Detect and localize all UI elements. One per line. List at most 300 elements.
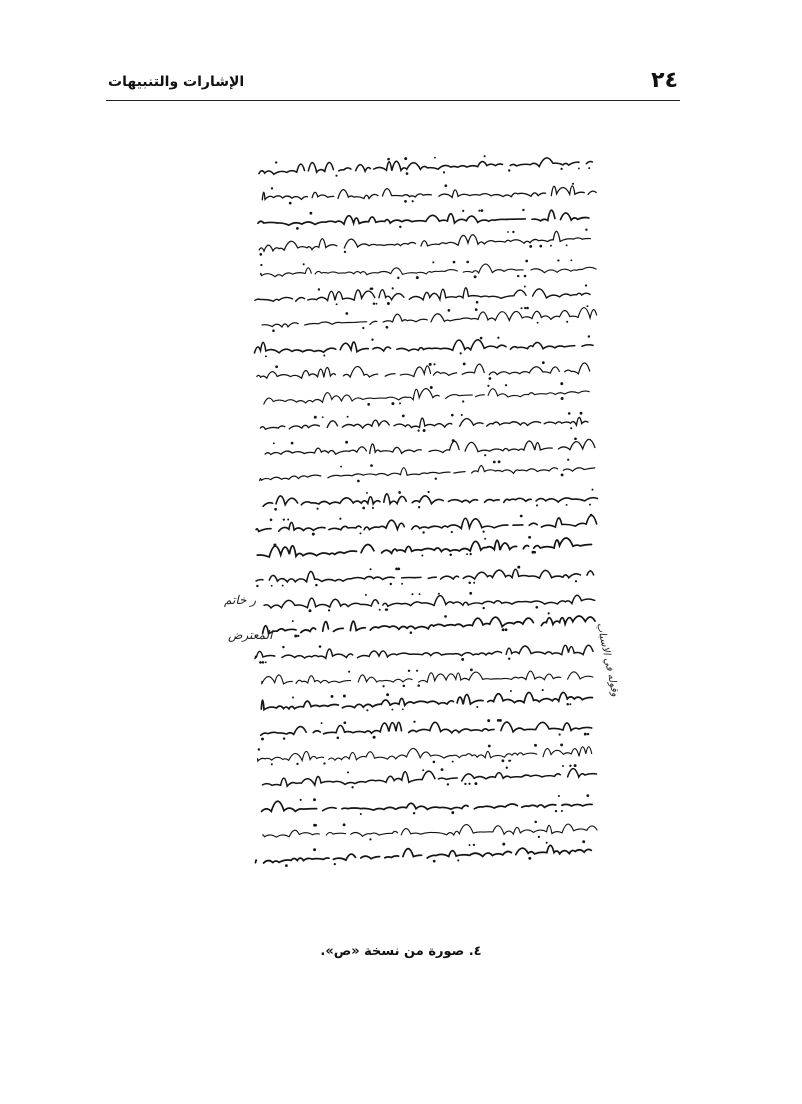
manuscript-dot: [524, 286, 526, 288]
manuscript-dot: [584, 733, 587, 736]
manuscript-dot: [524, 307, 526, 309]
manuscript-dot: [291, 442, 294, 445]
manuscript-dot: [365, 594, 367, 596]
manuscript-dot: [343, 823, 346, 826]
manuscript-dot: [572, 183, 574, 185]
manuscript-line: [260, 417, 588, 429]
manuscript-dot: [300, 799, 302, 801]
manuscript-dot: [385, 608, 388, 611]
manuscript-dot: [570, 259, 572, 261]
manuscript-dot: [416, 670, 418, 672]
manuscript-dot: [435, 478, 437, 480]
manuscript-dot: [590, 514, 593, 517]
manuscript-dot: [532, 551, 535, 554]
manuscript-dot: [371, 339, 373, 341]
manuscript-dot: [416, 276, 419, 279]
figure-caption: ٤. صورة من نسخة «ص».: [320, 944, 482, 959]
manuscript-dot: [412, 200, 414, 202]
manuscript-dot: [558, 795, 560, 797]
manuscript-dot: [517, 275, 519, 277]
manuscript-dot: [345, 312, 348, 315]
page-number: ٢٤: [651, 68, 678, 93]
manuscript-dot: [575, 580, 577, 582]
manuscript-dot: [398, 491, 401, 494]
manuscript-dot: [586, 305, 588, 307]
manuscript-dot: [259, 661, 262, 664]
manuscript-dot: [315, 584, 318, 587]
manuscript-dot: [481, 209, 484, 212]
manuscript-dot: [469, 844, 471, 846]
manuscript-dot: [265, 355, 267, 357]
manuscript-line: [257, 595, 594, 608]
manuscript-dot: [568, 412, 571, 415]
manuscript-dot: [558, 733, 560, 735]
manuscript-dot: [261, 738, 264, 741]
manuscript-dot: [555, 810, 557, 812]
manuscript-dot: [404, 200, 407, 203]
manuscript-dot: [542, 689, 544, 691]
manuscript-line: [258, 210, 589, 225]
manuscript-dot: [560, 382, 563, 385]
manuscript-dot: [560, 168, 562, 170]
manuscript-dot: [271, 187, 273, 189]
manuscript-dot: [433, 761, 436, 764]
manuscript-dot: [344, 251, 346, 253]
manuscript-line: [255, 340, 594, 353]
manuscript-dot: [258, 748, 260, 750]
manuscript-dot: [488, 745, 491, 748]
manuscript-dot: [482, 530, 484, 532]
manuscript-dot: [561, 397, 564, 400]
manuscript-line: [256, 264, 596, 277]
manuscript-line: [251, 845, 591, 863]
manuscript-dot: [336, 303, 338, 305]
manuscript-dot: [497, 337, 499, 339]
manuscript-dot: [410, 631, 413, 634]
manuscript-dot: [373, 736, 376, 739]
manuscript-dot: [451, 531, 453, 533]
manuscript-dot: [351, 786, 353, 788]
manuscript-dot: [585, 284, 587, 286]
manuscript-dot: [386, 326, 389, 329]
manuscript-dot: [464, 783, 466, 785]
manuscript-handwriting: [222, 150, 614, 900]
manuscript-dot: [528, 536, 531, 539]
manuscript-dot: [265, 661, 267, 663]
manuscript-dot: [522, 209, 524, 211]
manuscript-line: [259, 439, 595, 454]
manuscript-dot: [502, 628, 505, 631]
manuscript-dot: [314, 416, 317, 419]
manuscript-dot: [287, 519, 289, 521]
manuscript-dot: [370, 568, 372, 570]
manuscript-dot: [466, 261, 469, 264]
manuscript-dot: [422, 769, 424, 771]
manuscript-dot: [367, 403, 370, 406]
manuscript-dot: [390, 583, 392, 585]
running-title: الإشارات والتنبيهات: [108, 74, 245, 90]
manuscript-dot: [422, 531, 424, 533]
manuscript-dot: [452, 439, 455, 442]
manuscript-dot: [273, 544, 276, 547]
manuscript-dot: [418, 506, 420, 508]
manuscript-dot: [421, 555, 423, 557]
manuscript-dot: [567, 459, 569, 461]
manuscript-line: [259, 231, 590, 251]
manuscript-dot: [592, 489, 594, 491]
manuscript-dot: [470, 553, 472, 555]
manuscript-dot: [362, 327, 364, 329]
manuscript-dot: [505, 628, 508, 631]
manuscript-dot: [334, 863, 336, 865]
manuscript-dot: [508, 657, 510, 659]
page-header: [108, 66, 678, 98]
manuscript-dot: [574, 764, 577, 767]
manuscript-dot: [499, 719, 502, 722]
manuscript-dot: [570, 427, 572, 429]
manuscript-dot: [578, 167, 580, 169]
manuscript-line: [257, 186, 596, 200]
manuscript-dot: [408, 670, 410, 672]
manuscript-dot: [413, 812, 415, 814]
manuscript-dot: [517, 566, 520, 569]
manuscript-line: [262, 308, 596, 327]
manuscript-dot: [539, 245, 542, 248]
manuscript-dot: [536, 504, 538, 506]
manuscript-dot: [550, 245, 552, 247]
manuscript-dot: [469, 592, 472, 595]
manuscript-line: [263, 824, 598, 837]
manuscript-dot: [313, 848, 316, 851]
manuscript-dot: [274, 508, 277, 511]
manuscript-dot: [478, 210, 480, 212]
manuscript-dot: [461, 658, 464, 661]
manuscript-dot: [275, 365, 278, 368]
manuscript-dot: [362, 507, 365, 510]
manuscript-line: [255, 288, 590, 301]
manuscript-dot: [484, 155, 486, 157]
manuscript-dot: [525, 260, 528, 263]
manuscript-dot: [561, 473, 564, 476]
manuscript-dot: [586, 794, 589, 797]
manuscript-dot: [434, 157, 436, 159]
manuscript-line: [257, 722, 592, 735]
manuscript-dot: [585, 229, 587, 231]
manuscript-dot: [296, 763, 298, 765]
manuscript-dot: [417, 429, 419, 431]
manuscript-dot: [323, 762, 325, 764]
manuscript-dot: [487, 719, 490, 722]
manuscript-dot: [317, 508, 319, 510]
manuscript-dot: [360, 532, 362, 534]
manuscript-dot: [273, 442, 275, 444]
manuscript-dot: [372, 507, 374, 509]
manuscript-dot: [574, 437, 577, 440]
manuscript-dot: [285, 864, 288, 867]
manuscript-dot: [448, 309, 451, 312]
manuscript-dot: [387, 302, 390, 305]
manuscript-dot: [546, 842, 548, 844]
manuscript-dot: [292, 696, 294, 698]
manuscript-dot: [507, 231, 509, 233]
manuscript-dot: [366, 709, 368, 711]
manuscript-line: [262, 671, 593, 684]
manuscript-dot: [366, 492, 368, 494]
manuscript-dot: [430, 386, 433, 389]
manuscript-dot: [315, 824, 318, 827]
manuscript-dot: [319, 645, 322, 648]
manuscript-dot: [345, 441, 348, 444]
manuscript-dot: [520, 307, 522, 309]
manuscript-dot: [482, 607, 484, 609]
manuscript-dot: [474, 782, 477, 785]
manuscript-line: [263, 616, 595, 634]
manuscript-line: [263, 494, 597, 506]
manuscript-dot: [560, 743, 563, 746]
manuscript-dot: [283, 518, 285, 520]
manuscript-dot: [502, 843, 505, 846]
manuscript-dot: [392, 287, 394, 289]
manuscript-dot: [283, 737, 285, 739]
manuscript-dot: [473, 582, 475, 584]
manuscript-dot: [441, 768, 444, 771]
manuscript-dot: [535, 606, 538, 609]
manuscript-line: [263, 769, 597, 787]
manuscript-dot: [476, 706, 478, 708]
manuscript-dot: [294, 635, 297, 638]
manuscript-dot: [526, 307, 529, 310]
manuscript-dot: [340, 466, 342, 468]
manuscript-dot: [566, 504, 568, 506]
manuscript-dot: [271, 763, 273, 765]
manuscript-dot: [548, 612, 550, 614]
manuscript-dot: [480, 337, 483, 340]
manuscript-dot: [256, 585, 258, 587]
manuscript-dot: [423, 429, 426, 432]
manuscript-dot: [292, 620, 294, 622]
manuscript-dot: [348, 671, 350, 673]
manuscript-dot: [569, 765, 571, 767]
manuscript-dot: [506, 767, 508, 769]
manuscript-dot: [328, 609, 330, 611]
manuscript-dot: [468, 582, 471, 585]
manuscript-dot: [260, 264, 262, 266]
manuscript-line: [262, 801, 592, 811]
manuscript-dot: [433, 860, 436, 863]
manuscript-dot: [259, 253, 262, 256]
manuscript-dot: [343, 695, 346, 698]
manuscript-dot: [369, 838, 371, 840]
manuscript-dot: [379, 609, 381, 611]
manuscript-dot: [337, 737, 340, 740]
manuscript-dot: [444, 184, 447, 187]
manuscript-dot: [487, 385, 489, 387]
manuscript-dot: [404, 157, 407, 160]
manuscript-dot: [462, 400, 464, 402]
manuscript-dot: [397, 277, 399, 279]
manuscript-dot: [443, 171, 445, 173]
manuscript-dot: [505, 384, 507, 386]
manuscript-dot: [582, 840, 585, 843]
manuscript-dot: [508, 169, 510, 171]
manuscript-dot: [510, 690, 512, 692]
manuscript-image: [222, 150, 614, 900]
manuscript-dot: [580, 412, 583, 415]
manuscript-dot: [474, 275, 477, 278]
manuscript-dot: [357, 480, 360, 483]
manuscript-dot: [399, 402, 401, 404]
manuscript-line: [252, 569, 594, 582]
manuscript-dot: [438, 593, 440, 595]
manuscript-dot: [462, 210, 464, 212]
manuscript-dot: [562, 765, 564, 767]
manuscript-dot: [339, 518, 341, 520]
manuscript-dot: [520, 515, 523, 518]
manuscript-dot: [312, 533, 315, 536]
manuscript-dot: [484, 538, 486, 540]
manuscript-dot: [399, 226, 401, 228]
manuscript-dot: [323, 354, 325, 356]
manuscript-dot: [451, 811, 454, 814]
manuscript-line: [249, 645, 593, 658]
manuscript-dot: [432, 261, 434, 263]
manuscript-dot: [542, 361, 545, 364]
manuscript-dot: [303, 263, 305, 265]
manuscript-dot: [589, 504, 591, 506]
manuscript-dot: [272, 329, 275, 332]
manuscript-dot: [387, 158, 390, 161]
manuscript-dot: [275, 161, 277, 163]
manuscript-dot: [375, 303, 377, 305]
manuscript-dot: [449, 553, 452, 556]
manuscript-dot: [447, 783, 449, 785]
manuscript-dot: [419, 593, 421, 595]
manuscript-dot: [429, 363, 432, 366]
manuscript-dot: [282, 646, 284, 648]
manuscript-dot: [373, 302, 375, 304]
manuscript-dot: [310, 212, 313, 215]
manuscript-dot: [391, 402, 394, 405]
manuscript-line: [259, 158, 593, 174]
manuscript-dot: [566, 321, 568, 323]
manuscript-line: [257, 538, 591, 557]
manuscript-dot: [457, 859, 459, 861]
manuscript-dot: [452, 761, 454, 763]
manuscript-dot: [557, 259, 559, 261]
manuscript-dot: [403, 685, 406, 688]
manuscript-dot: [347, 416, 349, 418]
manuscript-line: [261, 692, 592, 709]
manuscript-dot: [524, 275, 527, 278]
manuscript-dot: [508, 760, 510, 762]
manuscript-dot: [566, 703, 569, 706]
manuscript-dot: [587, 733, 589, 735]
manuscript-line: [256, 515, 596, 531]
manuscript-dot: [402, 415, 405, 418]
manuscript-dot: [271, 585, 273, 587]
manuscript-dot: [444, 615, 446, 617]
manuscript-dot: [468, 783, 470, 785]
manuscript-dot: [313, 798, 316, 801]
manuscript-dot: [309, 609, 312, 612]
manuscript-dot: [561, 810, 563, 812]
manuscript-dot: [370, 464, 373, 467]
header-divider: [106, 100, 680, 101]
manuscript-line: [257, 363, 590, 378]
manuscript-dot: [417, 684, 420, 687]
manuscript-dot: [289, 202, 292, 205]
manuscript-dot: [401, 583, 403, 585]
manuscript-dot: [529, 245, 532, 248]
manuscript-dot: [331, 695, 334, 698]
manuscript-dot: [502, 759, 505, 762]
manuscript-dot: [360, 813, 362, 815]
manuscript-dot: [397, 568, 400, 571]
margin-note-left-1: ر خاتم: [224, 593, 257, 607]
manuscript-dot: [470, 669, 473, 672]
manuscript-dot: [493, 461, 496, 464]
manuscript-dot: [588, 335, 590, 337]
manuscript-dot: [335, 175, 337, 177]
manuscript-dot: [451, 414, 454, 417]
manuscript-dot: [402, 708, 404, 710]
manuscript-line: [258, 747, 592, 761]
manuscript-line: [264, 389, 589, 404]
manuscript-dot: [413, 721, 415, 723]
manuscript-dot: [588, 167, 590, 169]
manuscript-dot: [461, 414, 463, 416]
manuscript-dot: [318, 288, 320, 290]
manuscript-dot: [476, 301, 479, 304]
manuscript-dot: [370, 288, 373, 291]
margin-note-left-2: المعترض: [228, 628, 273, 642]
manuscript-line: [260, 466, 595, 481]
manuscript-dot: [296, 227, 299, 230]
manuscript-dot: [538, 836, 540, 838]
manuscript-dot: [282, 585, 284, 587]
manuscript-dot: [466, 553, 468, 555]
manuscript-dot: [321, 722, 323, 724]
manuscript-dot: [433, 363, 435, 365]
manuscript-dot: [391, 709, 393, 711]
manuscript-dot: [537, 322, 539, 324]
manuscript-dot: [386, 693, 389, 696]
manuscript-dot: [322, 416, 324, 418]
manuscript-dot: [489, 377, 492, 380]
margin-note-right: وقوله في الاسباب: [594, 622, 621, 698]
manuscript-dot: [484, 454, 486, 456]
manuscript-dot: [534, 821, 537, 824]
manuscript-dot: [411, 593, 413, 595]
manuscript-dot: [498, 460, 501, 463]
manuscript-dot: [528, 857, 531, 860]
manuscript-dot: [473, 844, 475, 846]
manuscript-dot: [262, 661, 265, 664]
manuscript-dot: [453, 261, 456, 264]
manuscript-dot: [347, 771, 349, 773]
manuscript-dot: [566, 244, 568, 246]
manuscript-dot: [475, 308, 478, 311]
manuscript-dot: [428, 491, 430, 493]
manuscript-dot: [297, 635, 299, 637]
manuscript-dot: [406, 172, 409, 175]
manuscript-dot: [512, 231, 514, 233]
manuscript-dot: [270, 519, 273, 522]
manuscript-dot: [569, 703, 571, 705]
manuscript-dot: [534, 744, 537, 747]
manuscript-dot: [382, 685, 384, 687]
manuscript-dot: [463, 362, 466, 365]
